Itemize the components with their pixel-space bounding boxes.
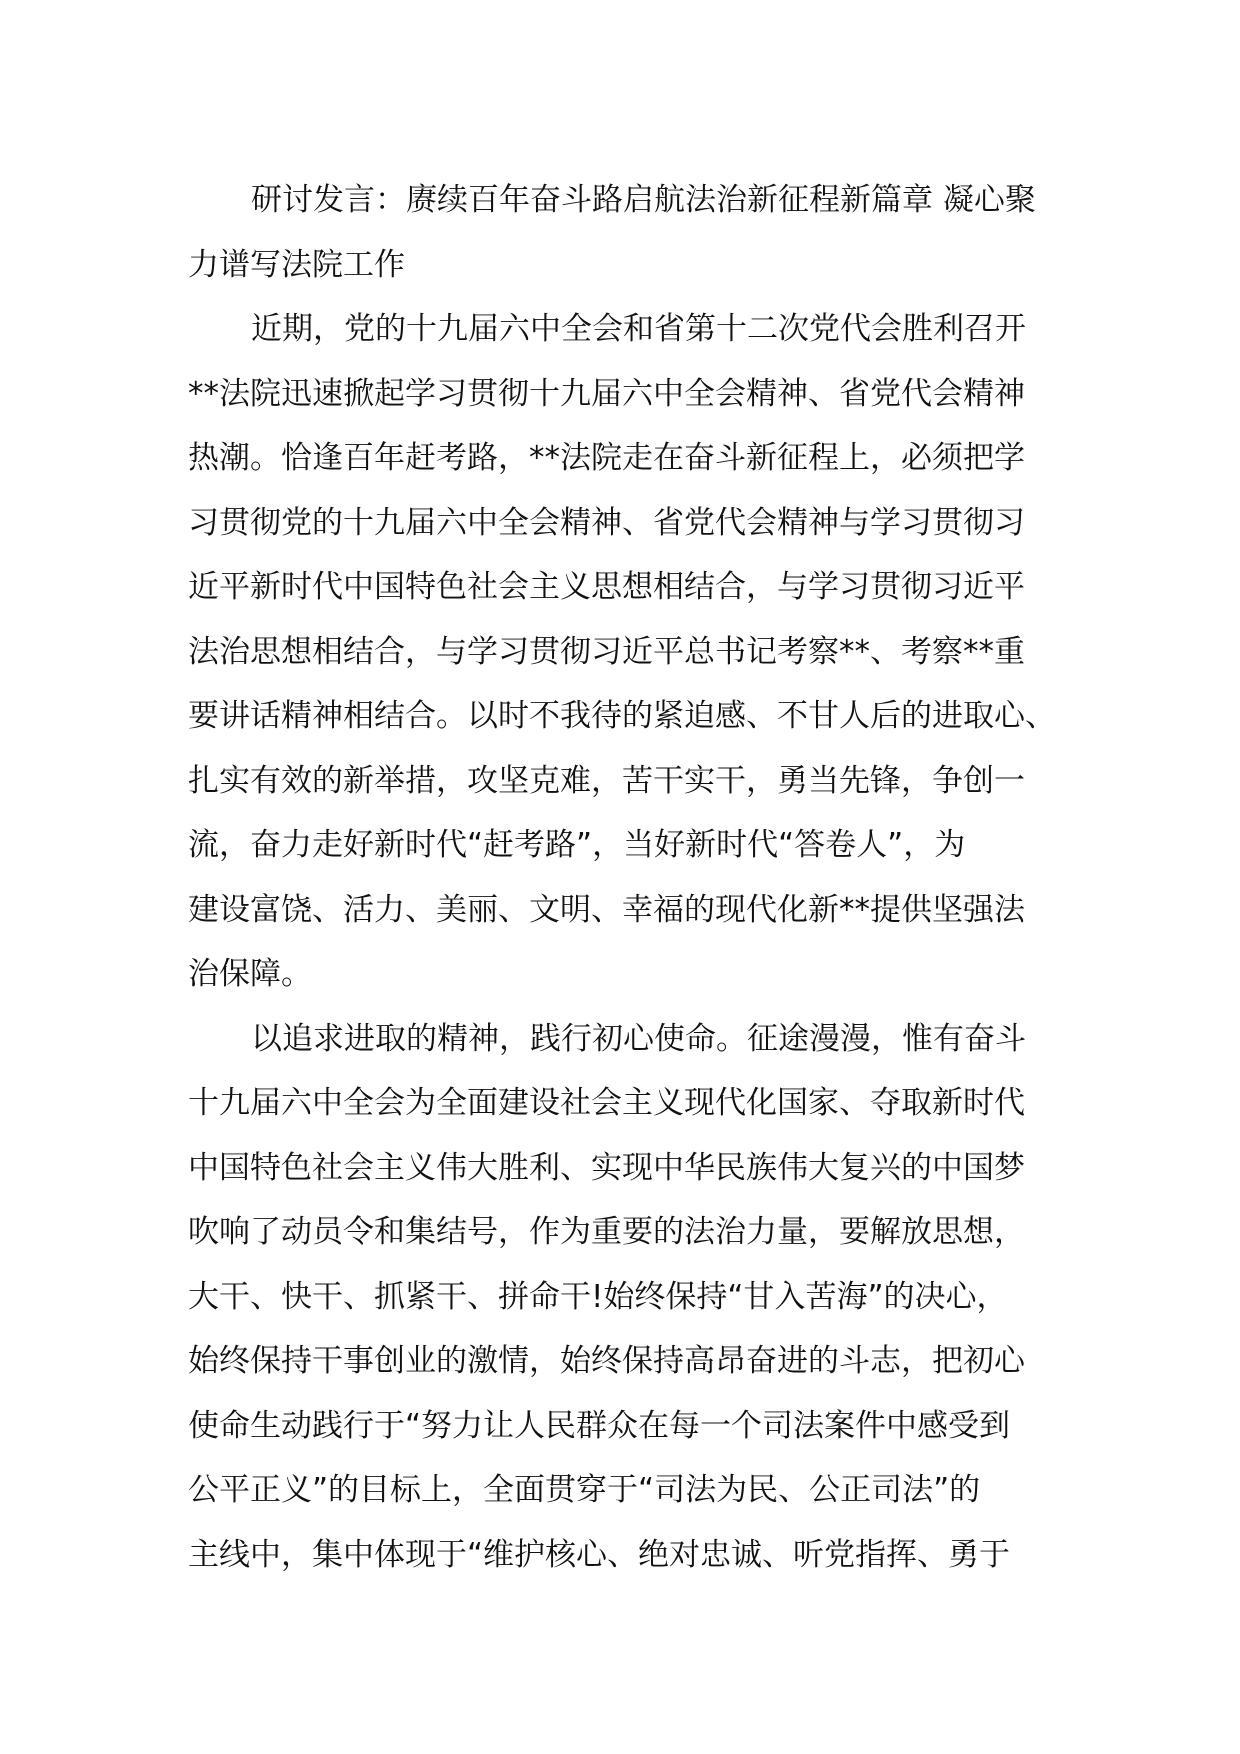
paragraph-line: 热潮。恰逢百年赶考路，**法院走在奋斗新征程上，必须把学 (188, 440, 1025, 476)
paragraph-line: 十九届六中全会为全面建设社会主义现代化国家、夺取新时代 (188, 1085, 1025, 1121)
paragraph-1 (188, 297, 1068, 1007)
paragraph-line: 公平正义”的目标上，全面贯穿于“司法为民、公正司法”的 (188, 1472, 981, 1508)
paragraph-line: 扎实有效的新举措，攻坚克难，苦干实干，勇当先锋，争创一 (188, 762, 1025, 799)
document-body (188, 168, 1068, 1587)
paragraph-line: **法院迅速掀起学习贯彻十九届六中全会精神、省党代会精神 (188, 375, 1025, 412)
paragraph-line: 主线中，集中体现于“维护核心、绝对忠诚、听党指挥、勇于 (188, 1536, 1011, 1573)
paragraph-line: 近平新时代中国特色社会主义思想相结合，与学习贯彻习近平 (188, 569, 1025, 605)
document-title (188, 168, 1068, 297)
paragraph-line: 中国特色社会主义伟大胜利、实现中华民族伟大复兴的中国梦 (188, 1149, 1025, 1186)
paragraph-line: 始终保持干事创业的激情，始终保持高昂奋进的斗志，把初心 (188, 1343, 1025, 1379)
paragraph-line: 近期，党的十九届六中全会和省第十二次党代会胜利召开 (251, 311, 1026, 347)
title-line: 力谱写法院工作 (188, 246, 405, 283)
paragraph-line: 习贯彻党的十九届六中全会精神、省党代会精神与学习贯彻习 (188, 504, 1025, 541)
paragraph-line: 治保障。 (188, 956, 312, 992)
paragraph-line: 大干、快干、抓紧干、拼命干!始终保持“甘入苦海”的决心， (188, 1278, 1008, 1315)
paragraph-line: 吹响了动员令和集结号，作为重要的法治力量，要解放思想， (188, 1214, 1025, 1250)
paragraph-line: 建设富饶、活力、美丽、文明、幸福的现代化新**提供坚强法 (188, 891, 1025, 928)
paragraph-2 (188, 1007, 1068, 1588)
paragraph-line: 使命生动践行于“努力让人民群众在每一个司法案件中感受到 (188, 1407, 1011, 1444)
paragraph-line: 法治思想相结合，与学习贯彻习近平总书记考察**、考察**重 (188, 633, 1025, 670)
paragraph-line: 以追求进取的精神，践行初心使命。征途漫漫，惟有奋斗 (251, 1020, 1026, 1057)
title-line: 研讨发言：赓续百年奋斗路启航法治新征程新篇章 凝心聚 (251, 182, 1036, 218)
paragraph-line: 要讲话精神相结合。以时不我待的紧迫感、不甘人后的进取心、 (188, 698, 1056, 734)
paragraph-line: 流，奋力走好新时代“赶考路”，当好新时代“答卷人”，为 (188, 827, 966, 863)
